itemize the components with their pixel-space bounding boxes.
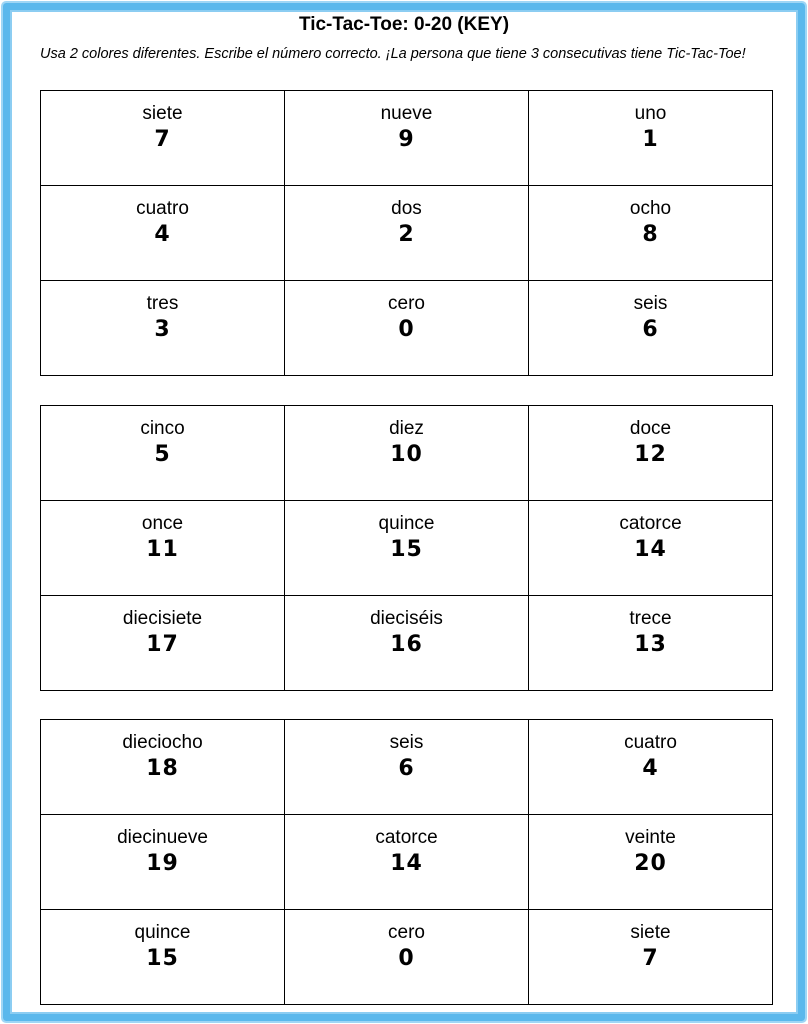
number-word: diecinueve	[117, 827, 208, 848]
number-word: dos	[391, 198, 422, 219]
board-row	[41, 910, 773, 1005]
number-digit: 10	[390, 442, 423, 467]
number-word: cinco	[140, 418, 185, 439]
number-word: once	[141, 513, 184, 534]
number-word: catorce	[375, 827, 438, 848]
tic-tac-toe-board-1	[40, 90, 773, 376]
number-word: siete	[630, 922, 671, 943]
number-digit: 12	[634, 442, 667, 467]
number-digit: 8	[642, 222, 659, 247]
number-digit: 6	[398, 756, 415, 781]
number-word: cero	[388, 922, 425, 943]
board-cell[interactable]	[529, 406, 773, 501]
number-digit: 15	[390, 537, 423, 562]
number-word: nueve	[380, 103, 433, 124]
number-digit: 11	[146, 537, 179, 562]
number-word: cuatro	[624, 732, 677, 753]
board-cell[interactable]	[41, 91, 285, 186]
board-cell[interactable]	[41, 281, 285, 376]
number-digit: 13	[634, 632, 667, 657]
board-row	[41, 91, 773, 186]
board-cell[interactable]	[285, 815, 529, 910]
number-digit: 4	[642, 756, 659, 781]
board-cell[interactable]	[529, 720, 773, 815]
number-digit: 4	[154, 222, 171, 247]
board-row	[41, 186, 773, 281]
board-cell[interactable]	[285, 406, 529, 501]
board-cell[interactable]	[529, 596, 773, 691]
board-cell[interactable]	[529, 281, 773, 376]
board-cell[interactable]	[285, 910, 529, 1005]
number-digit: 18	[146, 756, 179, 781]
number-digit: 7	[642, 946, 659, 971]
board-row	[41, 596, 773, 691]
number-digit: 5	[154, 442, 171, 467]
number-word: tres	[146, 293, 179, 314]
board-row	[41, 281, 773, 376]
board-cell[interactable]	[285, 501, 529, 596]
board-row	[41, 501, 773, 596]
instructions-text: Usa 2 colores diferentes. Escribe el número correcto. ¡La persona que tiene 3 consecutivas tiene Tic-Tac-Toe!	[40, 46, 746, 62]
number-digit: 0	[398, 317, 415, 342]
number-digit: 14	[634, 537, 667, 562]
number-digit: 15	[146, 946, 179, 971]
board-cell[interactable]	[285, 281, 529, 376]
number-word: diez	[389, 418, 424, 439]
number-word: trece	[629, 608, 672, 629]
number-digit: 7	[154, 127, 171, 152]
board-cell[interactable]	[529, 91, 773, 186]
number-digit: 9	[398, 127, 415, 152]
board-cell[interactable]	[529, 501, 773, 596]
number-word: quince	[378, 513, 435, 534]
number-word: seis	[389, 732, 424, 753]
number-word: uno	[634, 103, 667, 124]
board-cell[interactable]	[41, 501, 285, 596]
board-row	[41, 815, 773, 910]
number-word: dieciséis	[370, 608, 443, 629]
number-word: dieciocho	[122, 732, 203, 753]
number-word: catorce	[619, 513, 682, 534]
board-cell[interactable]	[285, 596, 529, 691]
board-cell[interactable]	[285, 720, 529, 815]
board-row	[41, 720, 773, 815]
board-row	[41, 406, 773, 501]
board-cell[interactable]	[285, 91, 529, 186]
board-cell[interactable]	[41, 910, 285, 1005]
number-digit: 19	[146, 851, 179, 876]
number-digit: 6	[642, 317, 659, 342]
board-cell[interactable]	[41, 815, 285, 910]
board-cell[interactable]	[529, 910, 773, 1005]
number-digit: 17	[146, 632, 179, 657]
board-cell[interactable]	[529, 186, 773, 281]
number-word: quince	[134, 922, 191, 943]
board-cell[interactable]	[529, 815, 773, 910]
number-digit: 20	[634, 851, 667, 876]
number-word: cero	[388, 293, 425, 314]
number-word: veinte	[625, 827, 676, 848]
number-digit: 2	[398, 222, 415, 247]
number-digit: 0	[398, 946, 415, 971]
number-word: siete	[142, 103, 183, 124]
board-cell[interactable]	[41, 720, 285, 815]
number-digit: 14	[390, 851, 423, 876]
number-digit: 16	[390, 632, 423, 657]
board-cell[interactable]	[41, 406, 285, 501]
number-word: cuatro	[136, 198, 189, 219]
page-title: Tic-Tac-Toe: 0-20 (KEY)	[298, 14, 510, 35]
tic-tac-toe-board-2	[40, 405, 773, 691]
number-word: diecisiete	[122, 608, 203, 629]
number-digit: 1	[642, 127, 659, 152]
board-cell[interactable]	[41, 186, 285, 281]
number-word: ocho	[629, 198, 672, 219]
tic-tac-toe-board-3	[40, 719, 773, 1005]
number-digit: 3	[154, 317, 171, 342]
board-cell[interactable]	[41, 596, 285, 691]
number-word: seis	[633, 293, 668, 314]
number-word: doce	[629, 418, 672, 439]
board-cell[interactable]	[285, 186, 529, 281]
